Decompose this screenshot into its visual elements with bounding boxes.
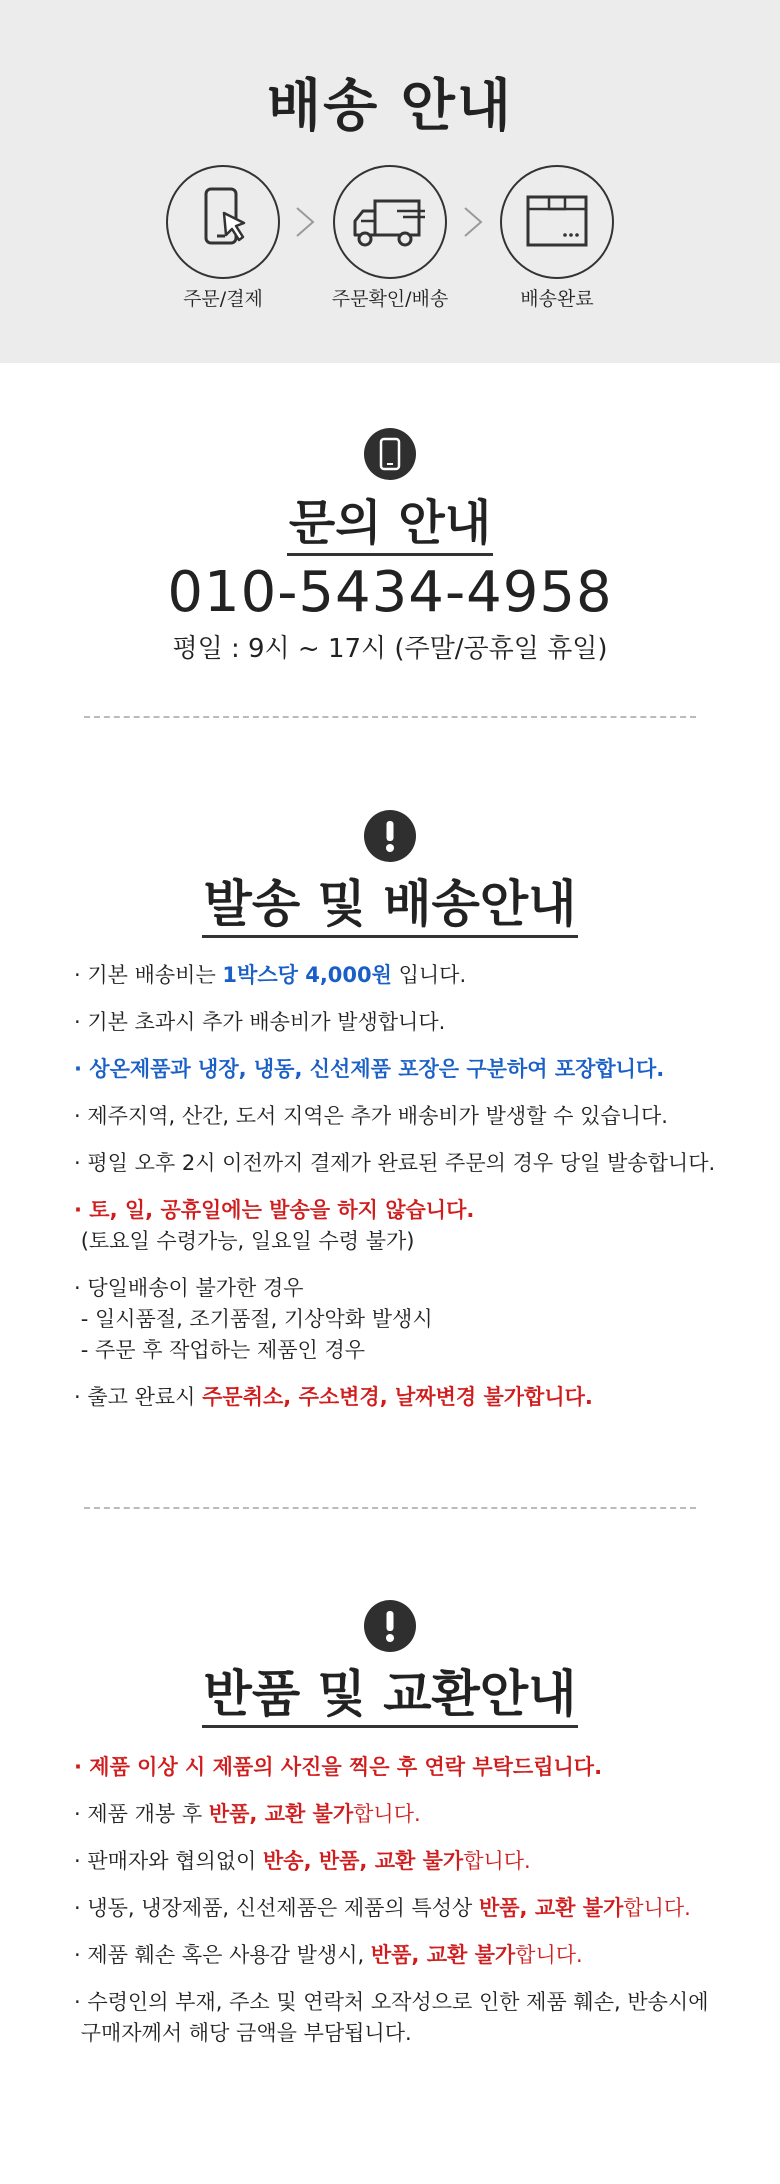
exclamation-icon: [364, 810, 416, 862]
returns-icon-circle: [364, 1600, 416, 1652]
shipping-item: · 상온제품과 냉장, 냉동, 신선제품 포장은 구분하여 포장합니다.: [74, 1057, 665, 1081]
shipping-item: · 기본 초과시 추가 배송비가 발생합니다.: [74, 1010, 446, 1034]
returns-item: · 판매자와 협의없이 반송, 반품, 교환 불가합니다.: [74, 1849, 531, 1873]
step-order-payment-circle: [166, 165, 280, 279]
shipping-item: · 출고 완료시 주문취소, 주소변경, 날짜변경 불가합니다.: [74, 1385, 593, 1409]
shipping-item: · 평일 오후 2시 이전까지 결제가 완료된 주문의 경우 당일 발송합니다.: [74, 1151, 716, 1175]
step-label-shipping: 주문확인/배송: [331, 288, 449, 310]
shipping-item-note: - 주문 후 작업하는 제품인 경우: [80, 1338, 366, 1362]
shipping-item: · 기본 배송비는 1박스당 4,000원 입니다.: [74, 963, 467, 987]
shipping-item-note: (토요일 수령가능, 일요일 수령 불가): [80, 1229, 415, 1253]
smartphone-icon: [364, 428, 416, 480]
returns-title: 반품 및 교환안내: [0, 1654, 780, 1726]
shipping-item: · 토, 일, 공휴일에는 발송을 하지 않습니다.: [74, 1198, 475, 1222]
shipping-item: · 당일배송이 불가한 경우: [74, 1276, 304, 1300]
shipping-item-note: - 일시품절, 조기품절, 기상악화 발생시: [80, 1307, 433, 1331]
step-shipping-circle: [333, 165, 447, 279]
chevron-right-icon: [293, 206, 317, 238]
contact-hours: 평일 : 9시 ~ 17시 (주말/공휴일 휴일): [172, 634, 608, 664]
step-label-order: 주문/결제: [183, 288, 263, 310]
shipping-item: · 제주지역, 산간, 도서 지역은 추가 배송비가 발생할 수 있습니다.: [74, 1104, 668, 1128]
exclamation-icon: [364, 1600, 416, 1652]
returns-item: · 제품 이상 시 제품의 사진을 찍은 후 연락 부탁드립니다.: [74, 1755, 603, 1779]
returns-item: · 수령인의 부재, 주소 및 연락처 오작성으로 인한 제품 훼손, 반송시에: [74, 1990, 709, 2014]
step-label-delivered: 배송완료: [520, 288, 594, 310]
returns-item: · 냉동, 냉장제품, 신선제품은 제품의 특성상 반품, 교환 불가합니다.: [74, 1896, 691, 1920]
phone-touch-icon: [168, 167, 278, 277]
returns-item: · 제품 개봉 후 반품, 교환 불가합니다.: [74, 1802, 421, 1826]
contact-title: 문의 안내: [0, 484, 780, 553]
shipping-title: 발송 및 배송안내: [0, 864, 780, 936]
truck-icon: [335, 167, 445, 277]
shipping-icon-circle: [364, 810, 416, 862]
step-delivered-circle: [500, 165, 614, 279]
header-title: 배송 안내: [267, 74, 513, 139]
section-divider: [84, 716, 696, 718]
returns-item-note: 구매자께서 해당 금액을 부담됩니다.: [80, 2021, 412, 2045]
section-divider: [84, 1507, 696, 1509]
contact-icon-circle: [364, 428, 416, 480]
contact-phone: 010-5434-4958: [167, 560, 613, 625]
chevron-right-icon: [461, 206, 485, 238]
returns-item: · 제품 훼손 혹은 사용감 발생시, 반품, 교환 불가합니다.: [74, 1943, 583, 1967]
box-icon: [502, 167, 612, 277]
